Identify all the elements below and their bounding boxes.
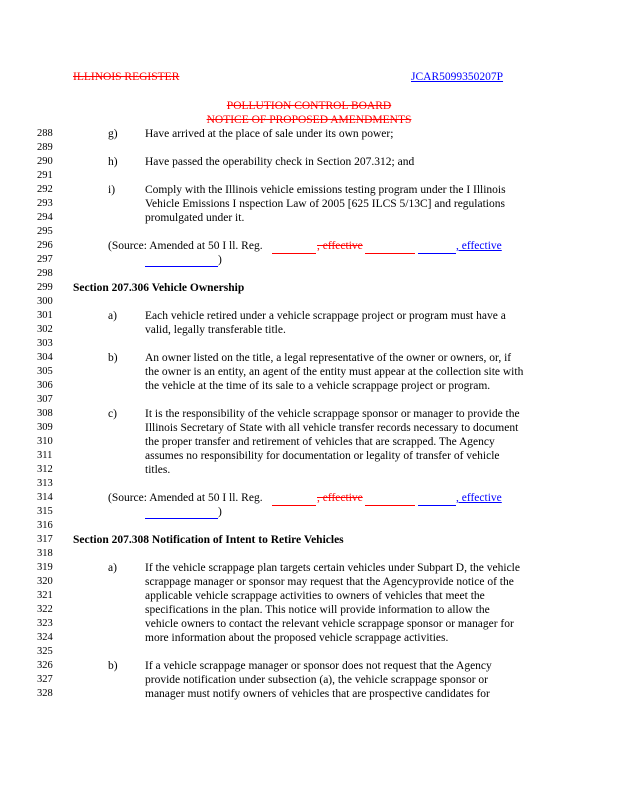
item-marker: g): [108, 128, 118, 140]
inserted-blank: [145, 518, 218, 519]
line-number: 317: [37, 534, 53, 545]
line-number: 300: [37, 296, 53, 307]
inserted-effective: , effective: [456, 240, 502, 252]
line-number: 290: [37, 156, 53, 167]
line-number: 294: [37, 212, 53, 223]
section-heading: Section 207.308 Notification of Intent to Retire Vehicles: [73, 534, 344, 546]
line-number: 320: [37, 576, 53, 587]
source-close: ): [218, 506, 222, 518]
item-text: promulgated under it.: [145, 212, 245, 224]
line-number: 306: [37, 380, 53, 391]
line-number: 327: [37, 674, 53, 685]
line-number: 297: [37, 254, 53, 265]
item-text: more information about the proposed vehicle scrappage activities.: [145, 632, 449, 644]
item-text: vehicle owners to contact the relevant vehicle scrappage sponsor or manager for: [145, 618, 514, 630]
line-number: 292: [37, 184, 53, 195]
line-number: 318: [37, 548, 53, 559]
item-text: Each vehicle retired under a vehicle scrappage project or program must have a: [145, 310, 506, 322]
line-number: 307: [37, 394, 53, 405]
inserted-blank: [418, 253, 456, 254]
source-prefix: (Source: Amended at 50 I ll. Reg.: [108, 240, 263, 252]
source-close: ): [218, 254, 222, 266]
line-number: 302: [37, 324, 53, 335]
deleted-blank: [272, 505, 316, 506]
item-text: Vehicle Emissions I nspection Law of 2005 [625 ILCS 5/13C] and regulations: [145, 198, 505, 210]
item-text: An owner listed on the title, a legal representative of the owner or owners, or, if: [145, 352, 512, 364]
deleted-effective: , effective: [317, 240, 363, 252]
item-marker: i): [108, 184, 116, 196]
item-text: assumes no responsibility for documentation or legality of transfer of vehicle: [145, 450, 500, 462]
deleted-blank: [365, 505, 415, 506]
line-number: 299: [37, 282, 53, 293]
deleted-blank: [365, 253, 415, 254]
line-number: 305: [37, 366, 53, 377]
line-number: 304: [37, 352, 53, 363]
line-number: 324: [37, 632, 53, 643]
line-number: 298: [37, 268, 53, 279]
notice-title: NOTICE OF PROPOSED AMENDMENTS: [206, 114, 412, 126]
section-heading: Section 207.306 Vehicle Ownership: [73, 282, 245, 294]
line-number: 309: [37, 422, 53, 433]
item-text: scrappage manager or sponsor may request that the Agencyprovide notice of the: [145, 576, 514, 588]
inserted-blank: [145, 266, 218, 267]
line-number: 303: [37, 338, 53, 349]
line-number: 301: [37, 310, 53, 321]
board-title: POLLUTION CONTROL BOARD: [226, 100, 392, 112]
line-number: 291: [37, 170, 53, 181]
line-number: 319: [37, 562, 53, 573]
item-text: manager must notify owners of vehicles that are prospective candidates for: [145, 688, 490, 700]
line-number: 289: [37, 142, 53, 153]
item-marker: h): [108, 156, 118, 168]
item-text: It is the responsibility of the vehicle scrappage sponsor or manager to provide the: [145, 408, 520, 420]
line-number: 323: [37, 618, 53, 629]
jcar-code: JCAR5099350207P: [411, 71, 504, 83]
item-text: specifications in the plan. This notice will provide information to allow the: [145, 604, 490, 616]
item-text: Illinois Secretary of State with all vehicle transfer records necessary to document: [145, 422, 519, 434]
line-number: 322: [37, 604, 53, 615]
line-number: 296: [37, 240, 53, 251]
line-number: 288: [37, 128, 53, 139]
item-text: the proper transfer and retirement of vehicles that are scrapped. The Agency: [145, 436, 495, 448]
item-text: applicable vehicle scrappage activities to owners of vehicles that meet the: [145, 590, 485, 602]
line-number: 313: [37, 478, 53, 489]
item-text: Have arrived at the place of sale under its own power;: [145, 128, 394, 140]
source-prefix: (Source: Amended at 50 I ll. Reg.: [108, 492, 263, 504]
item-marker: b): [108, 660, 118, 672]
line-number: 310: [37, 436, 53, 447]
item-text: valid, legally transferable title.: [145, 324, 286, 336]
deleted-blank: [272, 253, 316, 254]
item-text: the owner is an entity, an agent of the entity must appear at the collection site with: [145, 366, 524, 378]
item-marker: c): [108, 408, 117, 420]
line-number: 316: [37, 520, 53, 531]
inserted-effective: , effective: [456, 492, 502, 504]
line-number: 314: [37, 492, 53, 503]
line-number: 312: [37, 464, 53, 475]
line-number: 325: [37, 646, 53, 657]
item-text: Have passed the operability check in Section 207.312; and: [145, 156, 415, 168]
item-text: titles.: [145, 464, 171, 476]
line-number: 295: [37, 226, 53, 237]
line-number: 308: [37, 408, 53, 419]
item-text: If a vehicle scrappage manager or sponsor does not request that the Agency: [145, 660, 492, 672]
item-text: the vehicle at the time of its sale to a vehicle scrappage project or program.: [145, 380, 491, 392]
register-title: ILLINOIS REGISTER: [73, 71, 180, 83]
deleted-effective: , effective: [317, 492, 363, 504]
line-number: 321: [37, 590, 53, 601]
line-number: 311: [37, 450, 53, 461]
item-text: provide notification under subsection (a), the vehicle scrappage sponsor or: [145, 674, 488, 686]
item-text: Comply with the Illinois vehicle emissions testing program under the I Illinois: [145, 184, 506, 196]
item-marker: a): [108, 562, 117, 574]
item-marker: b): [108, 352, 118, 364]
item-text: If the vehicle scrappage plan targets certain vehicles under Subpart D, the vehicle: [145, 562, 520, 574]
line-number: 315: [37, 506, 53, 517]
line-number: 328: [37, 688, 53, 699]
line-number: 326: [37, 660, 53, 671]
inserted-blank: [418, 505, 456, 506]
line-number: 293: [37, 198, 53, 209]
item-marker: a): [108, 310, 117, 322]
